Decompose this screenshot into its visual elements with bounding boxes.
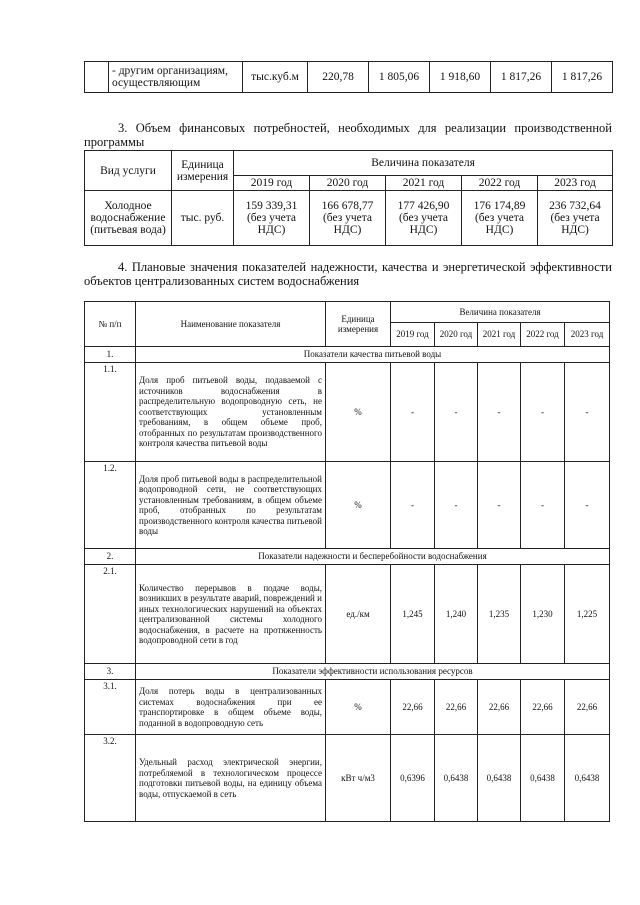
value-cell: 176 174,89 (без учета НДС)	[462, 191, 538, 246]
value-cell: 1 805,06	[369, 62, 430, 93]
indicators-table	[84, 301, 610, 822]
value-cell: 0,6438	[565, 735, 610, 822]
indicator-name: Количество перерывов в подаче воды, возникших в результате аварий, повреждений и иных технологических нарушений на объектах централизованной системы холодного водоснабжения, в расчете на протяженность водопроводной сети в год	[136, 565, 326, 664]
unit-cell: ед./км	[326, 565, 391, 664]
table-header-row	[85, 151, 613, 176]
value-cell: 220,78	[308, 62, 369, 93]
value-cell: -	[565, 363, 610, 462]
table-row	[85, 191, 613, 246]
year-header: 2021 год	[386, 176, 462, 191]
col-value-header: Величина показателя	[391, 302, 610, 323]
table-row	[85, 62, 613, 93]
value-cell: 177 426,90 (без учета НДС)	[386, 191, 462, 246]
unit-cell: %	[326, 363, 391, 462]
col-num-header: № п/п	[85, 302, 136, 347]
value-cell: 1,225	[565, 565, 610, 664]
value-cell: 166 678,77 (без учета НДС)	[310, 191, 386, 246]
value-cell: 1,245	[391, 565, 435, 664]
group-num: 3.	[85, 664, 136, 680]
group-title: Показатели эффективности использования ресурсов	[136, 664, 610, 680]
value-cell: 1,230	[521, 565, 565, 664]
value-cell: -	[435, 363, 478, 462]
table-header-row	[85, 302, 610, 323]
table-row	[85, 565, 610, 664]
year-header: 2023 год	[565, 323, 610, 347]
table-row	[85, 680, 610, 735]
value-cell: 0,6396	[391, 735, 435, 822]
unit-cell: тыс. руб.	[172, 191, 234, 246]
value-cell: -	[391, 462, 435, 549]
indicator-name: Доля потерь воды в централизованных системах водоснабжения при ее транспортировке в общем объеме воды, поданной в водопроводную сеть	[136, 680, 326, 735]
value-cell: 159 339,31 (без учета НДС)	[234, 191, 310, 246]
year-header: 2019 год	[234, 176, 310, 191]
year-header: 2023 год	[538, 176, 613, 191]
col-value-header: Величина показателя	[234, 151, 613, 176]
col-unit-header: Единица измерения	[172, 151, 234, 191]
value-cell: -	[521, 363, 565, 462]
year-header: 2019 год	[391, 323, 435, 347]
unit-cell: тыс.куб.м	[243, 62, 308, 93]
table-row	[85, 462, 610, 549]
row-num: 2.1.	[85, 565, 136, 664]
col-service-header: Вид услуги	[85, 151, 172, 191]
group-title: Показатели надежности и бесперебойности водоснабжения	[136, 549, 610, 565]
unit-cell: %	[326, 462, 391, 549]
service-cell: Холодное водоснабжение (питьевая вода)	[85, 191, 172, 246]
col-name-header: Наименование показателя	[136, 302, 326, 347]
indicator-name: Доля проб питьевой воды в распределительной водопроводной сети, не соответствующих установленным требованиям, в общем объеме проб, отобранных по результатам производственного контроля качества питьевой воды	[136, 462, 326, 549]
value-cell: -	[435, 462, 478, 549]
value-cell: 1,240	[435, 565, 478, 664]
value-cell: 1 817,26	[491, 62, 552, 93]
value-cell: -	[478, 462, 521, 549]
value-cell: 22,66	[478, 680, 521, 735]
section-row	[85, 347, 610, 363]
year-header: 2022 год	[521, 323, 565, 347]
table-row	[85, 363, 610, 462]
value-cell: 22,66	[521, 680, 565, 735]
section-3-heading: 3. Объем финансовых потребностей, необходимых для реализации производственной программы	[84, 121, 612, 149]
unit-cell: %	[326, 680, 391, 735]
row-num: 3.2.	[85, 735, 136, 822]
row-num: 1.1.	[85, 363, 136, 462]
table-row	[85, 735, 610, 822]
year-header: 2020 год	[435, 323, 478, 347]
finance-table	[84, 150, 613, 246]
row-num: 1.2.	[85, 462, 136, 549]
section-row	[85, 549, 610, 565]
year-header: 2020 год	[310, 176, 386, 191]
row-label: - другим организациям, осуществляющим	[109, 62, 243, 93]
value-cell: 1,235	[478, 565, 521, 664]
section-row	[85, 664, 610, 680]
value-cell: 1 918,60	[430, 62, 491, 93]
group-title: Показатели качества питьевой воды	[136, 347, 610, 363]
continuation-table	[84, 61, 613, 93]
year-header: 2021 год	[478, 323, 521, 347]
group-num: 2.	[85, 549, 136, 565]
value-cell: 0,6438	[435, 735, 478, 822]
value-cell: 236 732,64 (без учета НДС)	[538, 191, 613, 246]
value-cell: 22,66	[565, 680, 610, 735]
group-num: 1.	[85, 347, 136, 363]
value-cell: -	[478, 363, 521, 462]
value-cell: -	[391, 363, 435, 462]
indicator-name: Удельный расход электрической энергии, потребляемой в технологическом процессе подготовки питьевой воды, на единицу объема воды, отпускаемой в сеть	[136, 735, 326, 822]
empty-cell	[85, 62, 109, 93]
indicator-name: Доля проб питьевой воды, подаваемой с источников водоснабжения в распределительную водопроводную сеть, не соответствующих установленным требованиям, в общем объеме проб, отобранных по результатам производственного контроля качества питьевой воды	[136, 363, 326, 462]
value-cell: 0,6438	[521, 735, 565, 822]
value-cell: 0,6438	[478, 735, 521, 822]
value-cell: -	[521, 462, 565, 549]
value-cell: 22,66	[435, 680, 478, 735]
row-num: 3.1.	[85, 680, 136, 735]
col-unit-header: Единица измерения	[326, 302, 391, 347]
year-header: 2022 год	[462, 176, 538, 191]
value-cell: 1 817,26	[552, 62, 613, 93]
section-4-heading: 4. Плановые значения показателей надежности, качества и энергетической эффективности объектов централизованных систем водоснабжения	[84, 260, 612, 288]
value-cell: 22,66	[391, 680, 435, 735]
value-cell: -	[565, 462, 610, 549]
unit-cell: кВт ч/м3	[326, 735, 391, 822]
